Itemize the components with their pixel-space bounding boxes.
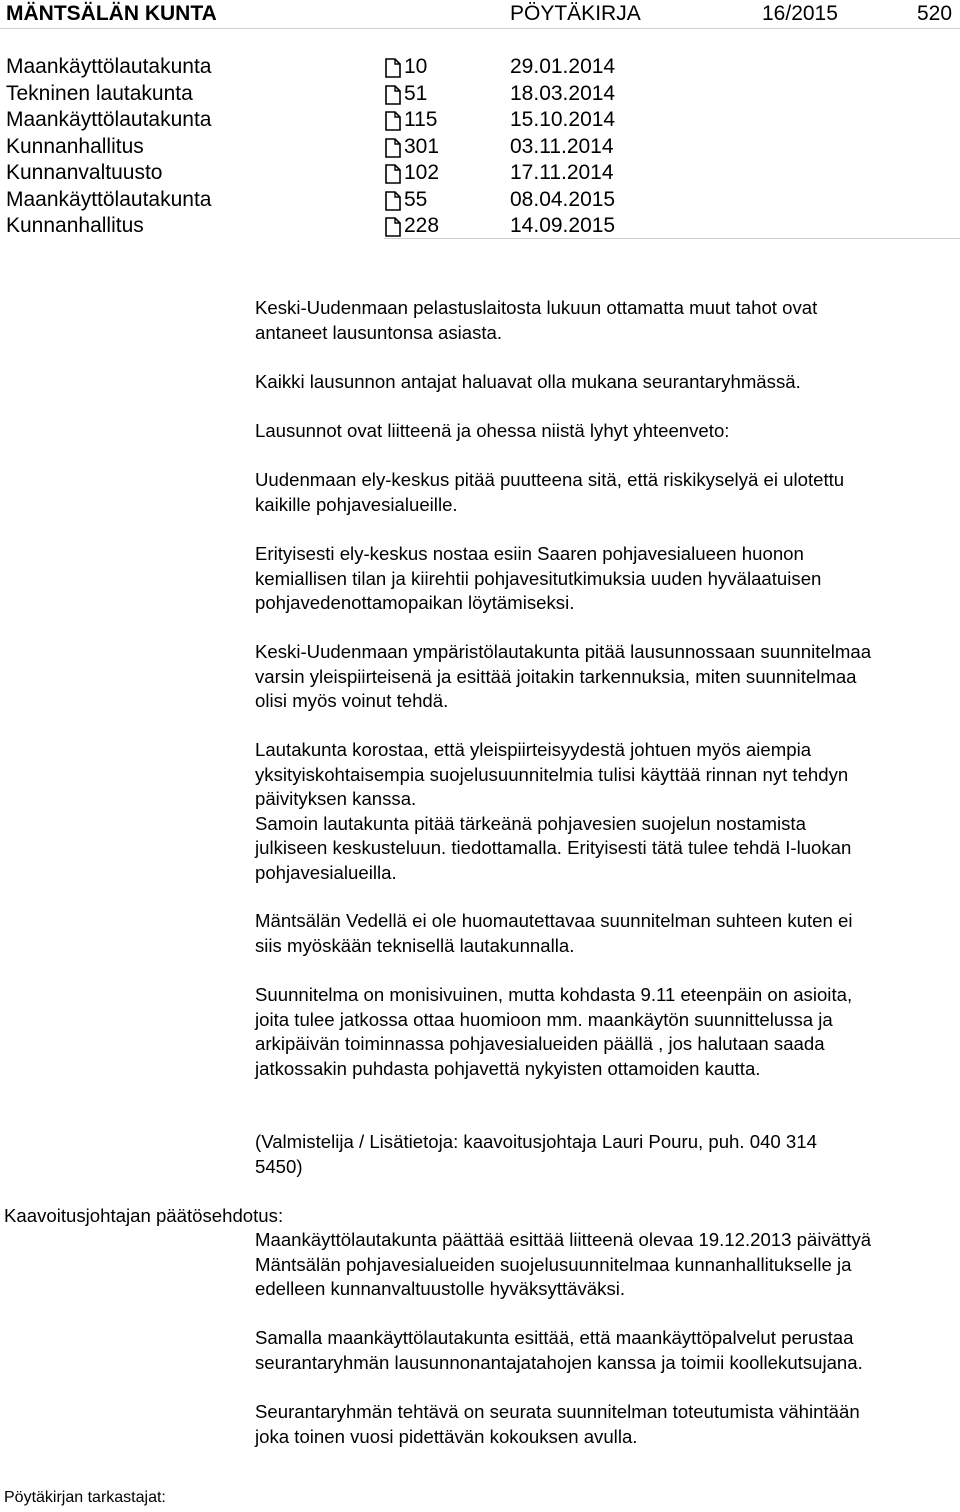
history-row	[0, 81, 960, 108]
text-line: Keski-Uudenmaan ympäristölautakunta pitää lausunnossaan suunnitelmaa	[255, 641, 872, 662]
text-line: edelleen kunnanvaltuustolle hyväksyttäväksi.	[255, 1278, 626, 1299]
preparer-info	[255, 1130, 817, 1179]
paragraph	[255, 296, 817, 345]
document-icon	[384, 110, 402, 132]
proposal-paragraph	[255, 1326, 863, 1375]
text-line: kaikille pohjavesialueille.	[255, 493, 458, 515]
processing-history	[0, 54, 960, 240]
text-line: Uudenmaan ely-keskus pitää puutteena sitä, että riskikyselyä ei ulotettu	[255, 469, 845, 490]
history-body: Kunnanvaltuusto	[6, 161, 163, 184]
text-line: Lausunnot ovat liitteenä ja ohessa niistä lyhyt yhteenveto:	[255, 420, 730, 441]
text-line: yksityiskohtaisempia suojelusuunnitelmia tulisi käyttää rinnan nyt tehdyn	[255, 763, 849, 785]
document-icon	[384, 84, 402, 106]
paragraph	[255, 738, 851, 885]
paragraph	[255, 370, 801, 395]
proposal-paragraph	[255, 1400, 860, 1449]
text-line: Samalla maankäyttölautakunta esittää, että maankäyttöpalvelut perustaa	[255, 1327, 854, 1348]
document-number: 16/2015	[762, 2, 838, 25]
history-row	[0, 187, 960, 214]
history-row	[0, 134, 960, 161]
text-line: päivityksen kanssa.	[255, 788, 417, 809]
page-header	[0, 0, 960, 29]
paragraph	[255, 640, 871, 714]
text-line: 5450)	[255, 1155, 303, 1177]
document-icon	[384, 137, 402, 159]
text-line: Seurantaryhmän tehtävä on seurata suunnitelman toteutumista vähintään	[255, 1401, 860, 1422]
text-line: seurantaryhmän lausunnonantajatahojen kanssa ja toimii koollekutsujana.	[255, 1351, 863, 1373]
history-section: 51	[404, 81, 428, 105]
footer-reviewers-label: Pöytäkirjan tarkastajat:	[4, 1489, 166, 1506]
history-section: 102	[404, 161, 440, 184]
history-body: Kunnanhallitus	[6, 214, 144, 237]
text-line: arkipäivän toiminnassa pohjavesialueiden päällä , jos halutaan saada	[255, 1033, 825, 1054]
proposal-label: Kaavoitusjohtajan päätösehdotus:	[4, 1205, 284, 1226]
history-date: 08.04.2015	[510, 187, 616, 211]
text-line: Erityisesti ely-keskus nostaa esiin Saaren pohjavesialueen huonon	[255, 543, 804, 564]
document-icon	[384, 216, 402, 238]
text-line: antaneet lausuntonsa asiasta.	[255, 321, 503, 343]
text-line: siis myöskään teknisellä lautakunnalla.	[255, 934, 575, 956]
page-number: 520	[917, 2, 953, 25]
history-row	[0, 160, 960, 187]
history-row	[0, 213, 960, 240]
history-row	[0, 107, 960, 134]
history-date: 17.11.2014	[510, 161, 614, 184]
text-line: Samoin lautakunta pitää tärkeänä pohjavesien suojelun nostamista	[255, 812, 806, 834]
history-body: Tekninen lautakunta	[6, 81, 193, 105]
proposal-paragraph	[255, 1228, 871, 1302]
history-date: 15.10.2014	[510, 108, 616, 131]
text-line: jatkossakin puhdasta pohjavettä nykyisten ottamoiden kautta.	[255, 1057, 761, 1079]
document-icon	[384, 57, 402, 79]
history-body: Maankäyttölautakunta	[6, 55, 212, 78]
history-section: 301	[404, 134, 440, 158]
history-section: 228	[404, 214, 440, 237]
history-divider	[384, 238, 960, 239]
text-line: joita tulee jatkossa ottaa huomioon mm. maankäytön suunnittelussa ja	[255, 1008, 833, 1030]
text-line: kemiallisen tilan ja kiirehtii pohjavesitutkimuksia uuden hyvälaatuisen	[255, 567, 822, 589]
history-section: 55	[404, 187, 428, 211]
history-date: 18.03.2014	[510, 81, 616, 105]
paragraph	[255, 419, 729, 444]
document-icon	[384, 190, 402, 212]
history-section: 10	[404, 55, 428, 78]
history-date: 29.01.2014	[510, 55, 616, 78]
paragraph	[255, 468, 844, 517]
text-line: pohjavesialueilla.	[255, 861, 397, 883]
text-line: joka toinen vuosi pidettävän kokouksen avulla.	[255, 1425, 638, 1447]
text-line: Lautakunta korostaa, että yleispiirteisyydestä johtuen myös aiempia	[255, 739, 812, 760]
paragraph	[255, 542, 821, 616]
paragraph	[255, 983, 852, 1081]
history-date: 03.11.2014	[510, 134, 614, 158]
text-line: julkiseen keskusteluun. tiedottamalla. Erityisesti tätä tulee tehdä I-luokan	[255, 837, 852, 858]
history-section: 115	[404, 108, 438, 131]
text-line: Kaikki lausunnon antajat haluavat olla mukana seurantaryhmässä.	[255, 371, 801, 392]
history-body: Maankäyttölautakunta	[6, 108, 212, 131]
text-line: Mäntsälän Vedellä ei ole huomautettavaa suunnitelman suhteen kuten ei	[255, 910, 853, 931]
organization-name: MÄNTSÄLÄN KUNTA	[6, 2, 217, 25]
text-line: Maankäyttölautakunta päättää esittää liitteenä olevaa 19.12.2013 päivättyä	[255, 1229, 872, 1250]
text-line: olisi myös voinut tehdä.	[255, 690, 449, 711]
text-line: varsin yleispiirteisenä ja esittää joitakin tarkennuksia, miten suunnitelmaa	[255, 665, 857, 687]
history-row	[0, 54, 960, 81]
history-date: 14.09.2015	[510, 214, 616, 237]
text-line: (Valmistelija / Lisätietoja: kaavoitusjohtaja Lauri Pouru, puh. 040 314	[255, 1131, 817, 1152]
history-body: Maankäyttölautakunta	[6, 187, 212, 211]
paragraph	[255, 909, 852, 958]
text-line: pohjavedenottamopaikan löytämiseksi.	[255, 592, 575, 613]
text-line: Mäntsälän pohjavesialueiden suojelusuunnitelmaa kunnanhallitukselle ja	[255, 1253, 852, 1275]
document-type: PÖYTÄKIRJA	[510, 2, 641, 25]
text-line: Suunnitelma on monisivuinen, mutta kohdasta 9.11 eteenpäin on asioita,	[255, 984, 853, 1005]
document-icon	[384, 163, 402, 185]
history-body: Kunnanhallitus	[6, 134, 144, 158]
text-line: Keski-Uudenmaan pelastuslaitosta lukuun ottamatta muut tahot ovat	[255, 297, 818, 318]
